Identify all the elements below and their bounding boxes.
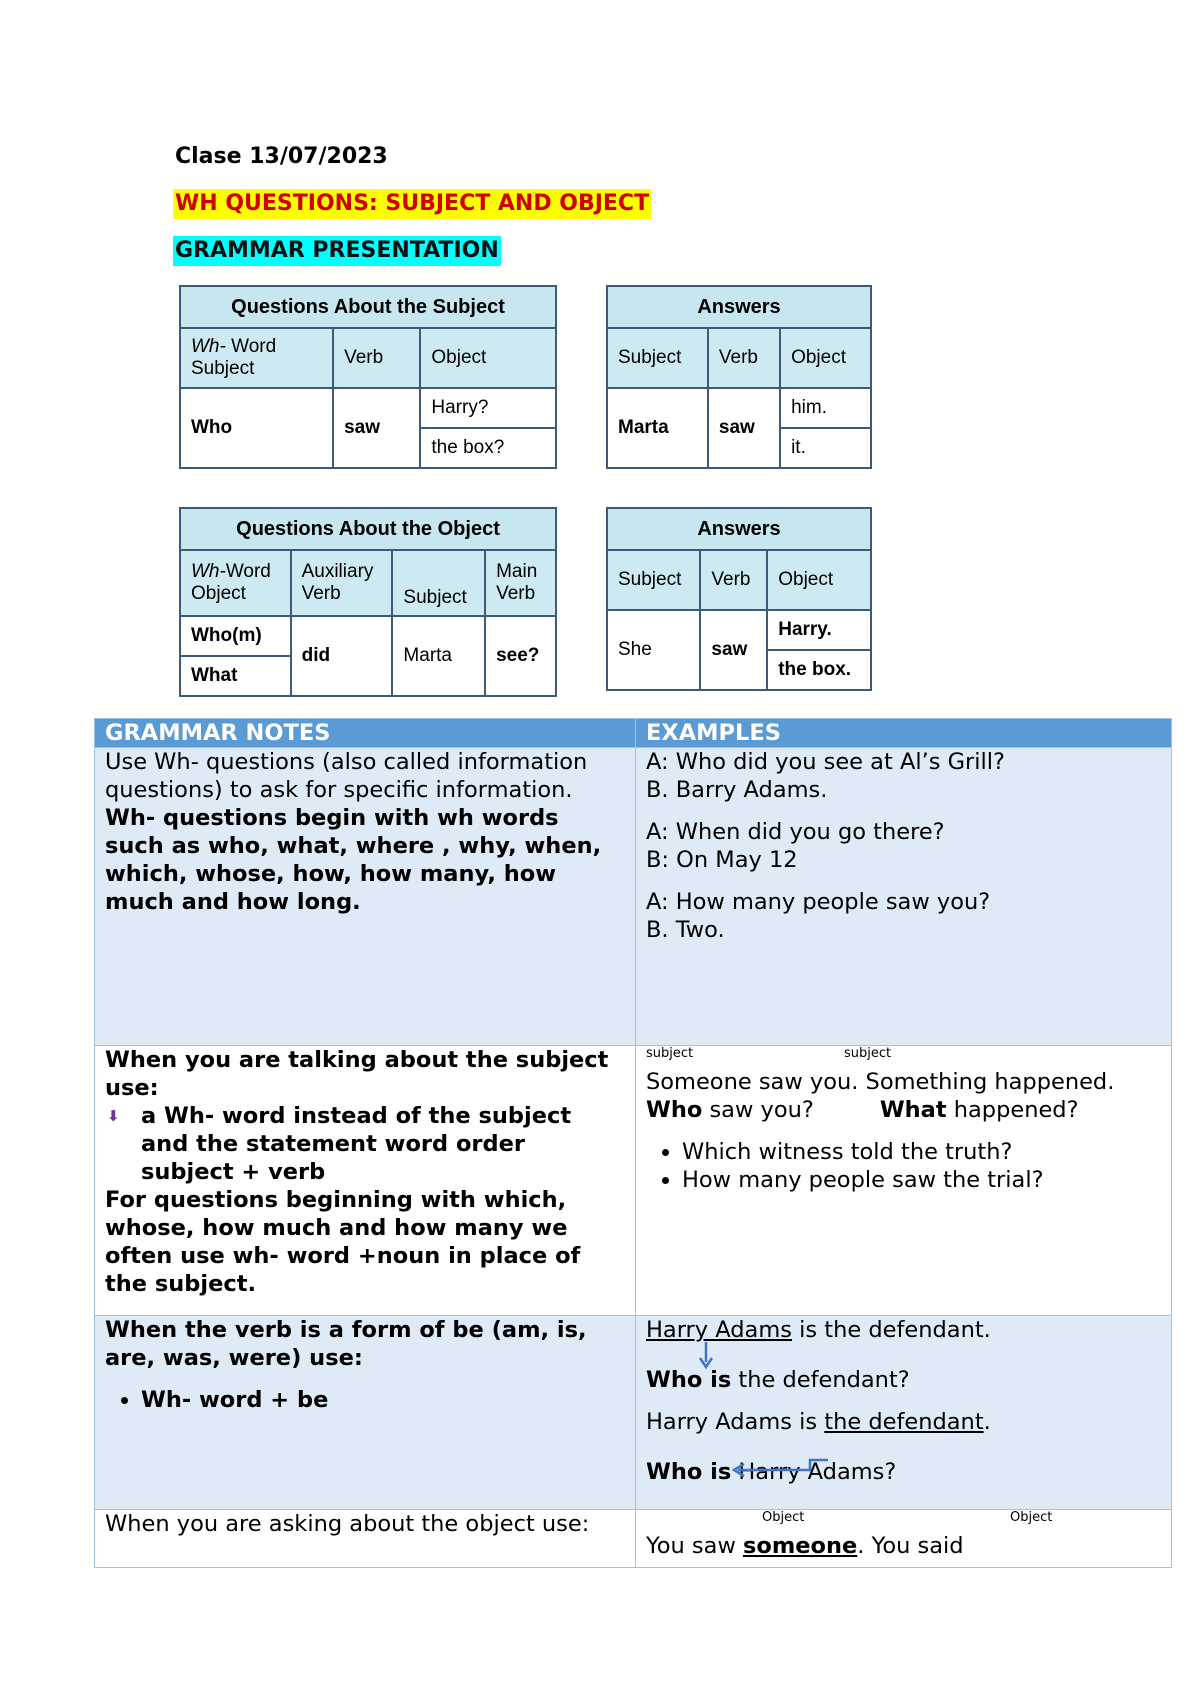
page-title: WH QUESTIONS: SUBJECT AND OBJECT	[173, 189, 651, 219]
chart-cell: saw	[333, 388, 420, 468]
annotation-label: subject	[646, 1046, 694, 1061]
note-text-bold: For questions beginning with which, whose, how much and how many we often use wh- word +noun in place of the subject.	[105, 1187, 581, 1297]
example-bullet: • Which witness told the truth?	[682, 1138, 1161, 1166]
chart-title: Questions About the Object	[180, 508, 556, 550]
column-header: Object	[767, 550, 871, 610]
example-line: A: Who did you see at Al’s Grill?	[646, 749, 1005, 775]
subject-answers-chart	[606, 285, 872, 469]
chart-cell: see?	[485, 616, 556, 696]
annotation-label: Object	[762, 1510, 805, 1525]
example-line: B. Barry Adams.	[646, 777, 828, 803]
column-header: Subject	[607, 550, 700, 610]
example-line: A: How many people saw you?	[646, 889, 991, 915]
annotation-label: Object	[1010, 1510, 1053, 1525]
column-header: Verb	[700, 550, 767, 610]
example-cell	[636, 1510, 1172, 1568]
chart-cell: did	[291, 616, 393, 696]
example-line: Harry Adams is the defendant.	[646, 1409, 991, 1435]
note-heading: When the verb is a form of be (am, is, are, was, were) use:	[105, 1317, 587, 1371]
note-heading: When you are talking about the subject use:	[105, 1047, 609, 1101]
left-arrow-icon	[730, 1458, 830, 1478]
subject-questions-chart	[179, 285, 557, 469]
notes-header: GRAMMAR NOTES	[95, 719, 636, 748]
section-subtitle: GRAMMAR PRESENTATION	[173, 236, 501, 266]
chart-cell: the box?	[420, 428, 556, 468]
chart-cell: Marta	[607, 388, 708, 468]
column-header: Main Verb	[485, 550, 556, 616]
column-header: Wh- Word Subject	[180, 328, 333, 388]
chart-cell: Who(m)	[180, 616, 291, 656]
down-arrow-icon	[696, 1340, 716, 1370]
chart-title: Answers	[607, 286, 871, 328]
chart-cell: Harry?	[420, 388, 556, 428]
note-cell	[95, 1046, 636, 1316]
chart-cell: She	[607, 610, 700, 690]
example-line: Who saw you? What happened?	[646, 1097, 1079, 1123]
chart-cell: Marta	[392, 616, 485, 696]
chart-title: Questions About the Subject	[180, 286, 556, 328]
example-line: You saw someone. You said	[646, 1533, 964, 1559]
chart-cell: What	[180, 656, 291, 696]
chart-cell: the box.	[767, 650, 871, 690]
example-line: B. Two.	[646, 917, 725, 943]
example-line: Harry Adams is the defendant.	[646, 1317, 991, 1343]
note-list-item: ⬇ a Wh- word instead of the subject and the statement word order subject + verb	[141, 1102, 625, 1186]
chart-cell: it.	[780, 428, 871, 468]
example-cell	[636, 748, 1172, 1046]
column-header: Subject	[607, 328, 708, 388]
example-line: B: On May 12	[646, 847, 798, 873]
example-line: Someone saw you. Something happened.	[646, 1069, 1115, 1095]
note-text-bold: Wh- questions begin with wh words such as who, what, where , why, when, which, whose, how, how many, how much and how long.	[105, 805, 602, 915]
chart-cell: him.	[780, 388, 871, 428]
chart-cell: saw	[708, 388, 780, 468]
chart-cell: Who	[180, 388, 333, 468]
note-text: Use Wh- questions (also called information questions) to ask for specific information.	[105, 749, 588, 803]
example-cell	[636, 1316, 1172, 1510]
example-line: A: When did you go there?	[646, 819, 945, 845]
column-header: Auxiliary Verb	[291, 550, 393, 616]
note-cell: When you are asking about the object use:	[95, 1510, 636, 1568]
date-heading: Clase 13/07/2023	[175, 144, 388, 169]
chart-cell: saw	[700, 610, 767, 690]
object-questions-chart	[179, 507, 557, 697]
column-header: Verb	[708, 328, 780, 388]
examples-header: EXAMPLES	[636, 719, 1172, 748]
annotation-label: subject	[844, 1046, 892, 1061]
note-cell	[95, 1316, 636, 1510]
chart-title: Answers	[607, 508, 871, 550]
note-list-item: • Wh- word + be	[141, 1386, 625, 1414]
object-answers-chart	[606, 507, 872, 691]
example-line: Who is Harry Adams?	[646, 1459, 897, 1485]
grammar-notes-table	[94, 718, 1172, 1568]
example-cell	[636, 1046, 1172, 1316]
example-line: Who is the defendant?	[646, 1367, 910, 1393]
column-header: Subject	[392, 550, 485, 616]
chart-cell: Harry.	[767, 610, 871, 650]
column-header: Object	[780, 328, 871, 388]
column-header: Verb	[333, 328, 420, 388]
column-header: Wh-Word Object	[180, 550, 291, 616]
note-cell	[95, 748, 636, 1046]
column-header: Object	[420, 328, 556, 388]
example-bullet: • How many people saw the trial?	[682, 1166, 1161, 1194]
